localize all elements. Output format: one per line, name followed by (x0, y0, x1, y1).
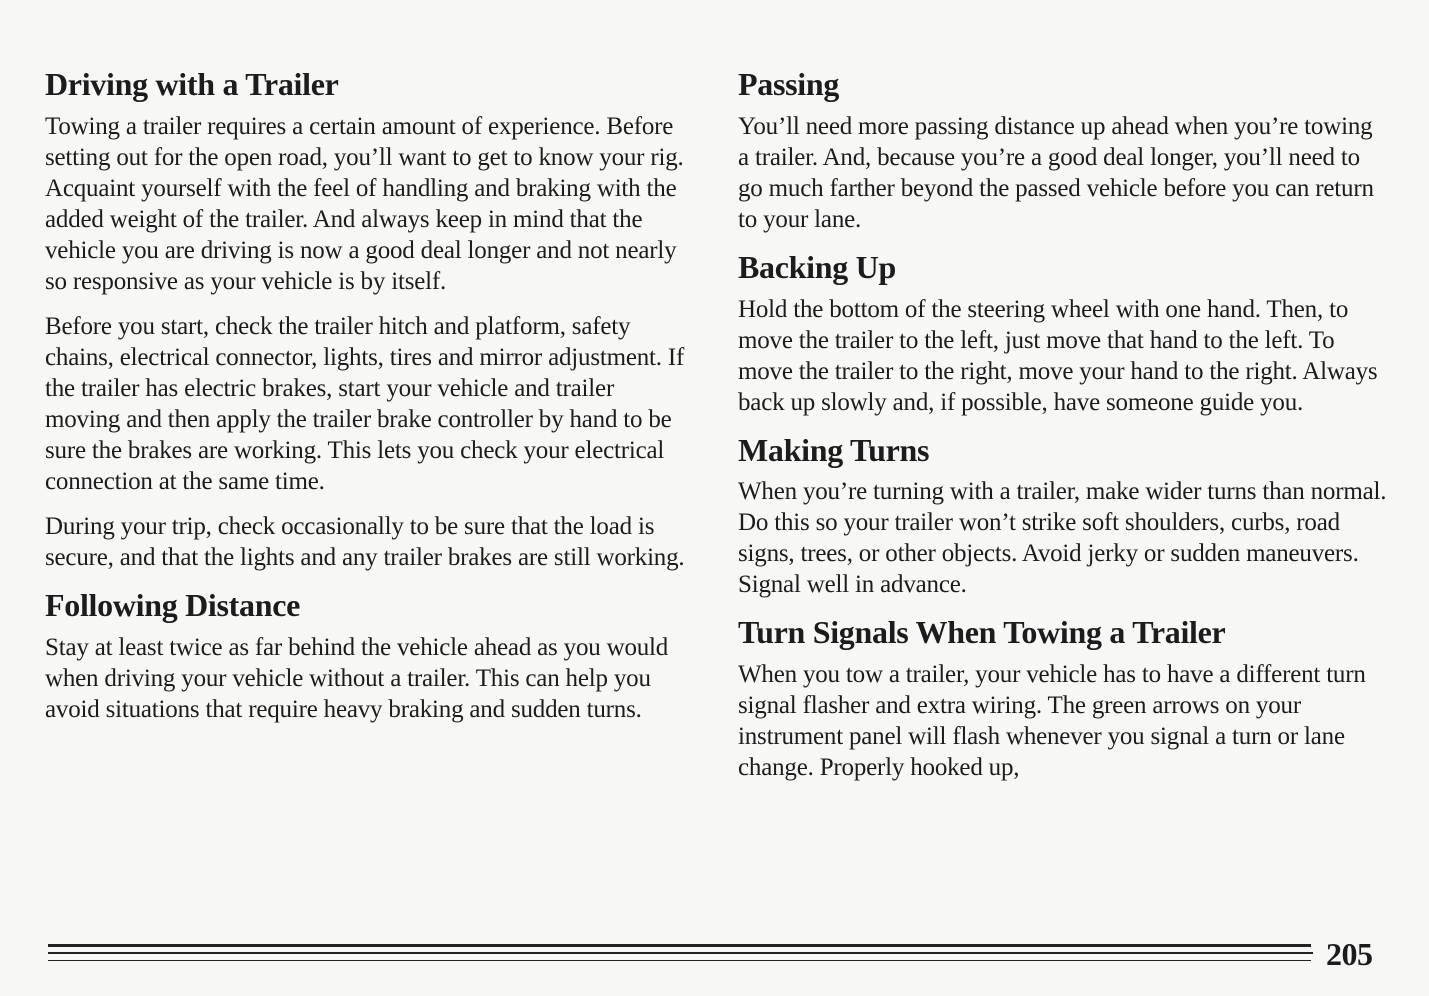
paragraph: Towing a trailer requires a certain amount of experience. Before setting out for the open road, you’ll want to get to know your rig. Acquaint yourself with the feel of handling and braking with the added weight of the trailer. And always keep in mind that the vehicle you are driving is now a good deal longer and not nearly so responsive as your vehicle is by itself. (45, 112, 684, 295)
section-heading: Turn Signals When Towing a Trailer (738, 614, 1226, 651)
section-heading: Making Turns (738, 431, 930, 468)
paragraph: Stay at least twice as far behind the vehicle ahead as you would when driving your vehicle without a trailer. This can help you avoid situations that require heavy braking and sudden turns. (45, 633, 669, 723)
page-number: 205 (1326, 936, 1373, 972)
paragraph: During your trip, check occasionally to be sure that the load is secure, and that the lights and any trailer brakes are still working. (45, 512, 685, 571)
paragraph: When you tow a trailer, your vehicle has to have a different turn signal flasher and extra wiring. The green arrows on your instrument panel will flash whenever you signal a turn or lane change. Properly hooked up, (738, 661, 1366, 782)
section-heading: Passing (738, 66, 840, 102)
section-following-distance (45, 587, 695, 725)
footer-rule (48, 960, 1311, 961)
section-backing-up (738, 249, 1388, 418)
section-driving-with-trailer (45, 66, 695, 573)
section-turn-signals (738, 614, 1388, 783)
paragraph: When you’re turning with a trailer, make wider turns than normal. Do this so your trailer won’t strike soft shoulders, curbs, road signs, trees, or other objects. Avoid jerky or sudden maneuvers. Signal well in advance. (738, 478, 1387, 599)
left-column (45, 66, 695, 739)
paragraph: You’ll need more passing distance up ahead when you’re towing a trailer. And, because you’re a good deal longer, you’ll need to go much farther beyond the passed vehicle before you can return to your lane. (738, 112, 1374, 233)
section-heading: Following Distance (45, 586, 301, 623)
footer-rule (48, 944, 1311, 947)
footer-rule (48, 952, 1313, 954)
section-heading: Driving with a Trailer (45, 66, 339, 102)
right-column (738, 66, 1388, 797)
paragraph: Hold the bottom of the steering wheel with one hand. Then, to move the trailer to the left, just move that hand to the left. To move the trailer to the right, move your hand to the right. Always back up slowly and, if possible, have someone guide you. (738, 295, 1378, 416)
paragraph: Before you start, check the trailer hitch and platform, safety chains, electrical connector, lights, tires and mirror adjustment. If the trailer has electric brakes, start your vehicle and trailer moving and then apply the trailer brake controller by hand to be sure the brakes are working. This lets you check your electrical connection at the same time. (45, 312, 685, 495)
section-making-turns (738, 432, 1388, 601)
section-passing (738, 66, 1388, 235)
section-heading: Backing Up (738, 248, 896, 285)
